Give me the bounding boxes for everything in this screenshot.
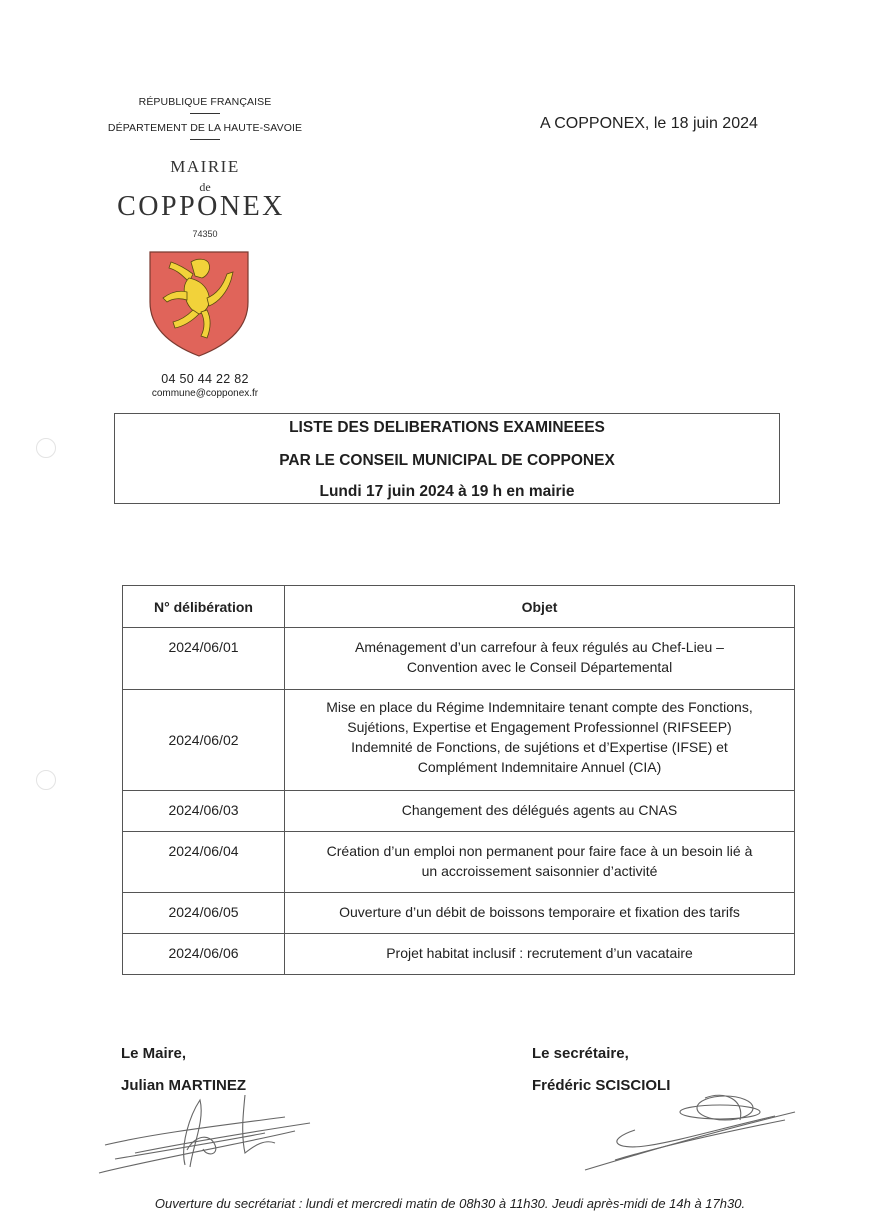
divider	[190, 113, 220, 114]
coat-of-arms-icon	[147, 250, 251, 358]
table-header-row	[123, 586, 795, 628]
email-address: commune@copponex.fr	[151, 388, 259, 399]
mayor-name: Julian MARTINEZ	[121, 1077, 247, 1094]
column-header-objet: Objet	[285, 586, 795, 628]
department-label: DÉPARTEMENT DE LA HAUTE-SAVOIE	[107, 122, 303, 134]
table-row	[123, 791, 795, 832]
table-row	[123, 690, 795, 791]
objet-line: Complément Indemnitaire Annuel (CIA)	[417, 759, 662, 775]
deliberation-objet	[285, 832, 795, 893]
title-line-3: Lundi 17 juin 2024 à 19 h en mairie	[319, 483, 575, 500]
deliberation-objet	[285, 934, 795, 975]
objet-line: Création d’un emploi non permanent pour faire face à un besoin lié à	[326, 843, 753, 859]
objet-line: Projet habitat inclusif : recrutement d’un vacataire	[386, 945, 693, 961]
mairie-label: MAIRIE	[170, 157, 240, 176]
title-box	[114, 413, 780, 504]
objet-line: Sujétions, Expertise et Engagement Professionnel (RIFSEEP)	[347, 719, 732, 735]
deliberation-number: 2024/06/01	[123, 628, 285, 690]
table-row	[123, 832, 795, 893]
title-line-1: LISTE DES DELIBERATIONS EXAMINEEES	[289, 419, 605, 436]
objet-line: Mise en place du Régime Indemnitaire tenant compte des Fonctions,	[326, 699, 753, 715]
deliberation-objet	[285, 893, 795, 934]
deliberation-objet	[285, 628, 795, 690]
table-row	[123, 893, 795, 934]
secretary-signature-icon	[575, 1090, 805, 1175]
column-header-number: N° délibération	[123, 586, 285, 628]
punch-hole-mark	[36, 438, 56, 458]
punch-hole-mark	[36, 770, 56, 790]
objet-line: Convention avec le Conseil Départemental	[406, 659, 673, 675]
table-row	[123, 934, 795, 975]
de-label: de	[199, 180, 211, 194]
mayor-signature-icon	[95, 1095, 325, 1175]
deliberation-number: 2024/06/05	[123, 893, 285, 934]
objet-line: Aménagement d’un carrefour à feux régulés au Chef-Lieu –	[355, 639, 724, 655]
deliberation-objet	[285, 690, 795, 791]
table-row	[123, 628, 795, 690]
deliberation-number: 2024/06/06	[123, 934, 285, 975]
deliberation-number: 2024/06/02	[123, 690, 285, 791]
deliberation-number: 2024/06/03	[123, 791, 285, 832]
objet-line: un accroissement saisonnier d’activité	[421, 863, 658, 879]
deliberation-number: 2024/06/04	[123, 832, 285, 893]
objet-line: Indemnité de Fonctions, de sujétions et d’Expertise (IFSE) et	[351, 739, 728, 755]
deliberations-table	[122, 585, 795, 975]
deliberation-objet	[285, 791, 795, 832]
objet-line: Ouverture d’un débit de boissons temporaire et fixation des tarifs	[339, 904, 740, 920]
commune-name: COPPONEX	[117, 191, 285, 222]
office-hours-footer: Ouverture du secrétariat : lundi et mercredi matin de 08h30 à 11h30. Jeudi après-midi de 14h à 17h30.	[154, 1196, 746, 1211]
secretary-name: Frédéric SCISCIOLI	[532, 1077, 671, 1094]
divider	[190, 139, 220, 140]
republic-label: RÉPUBLIQUE FRANÇAISE	[138, 96, 272, 108]
mayor-role: Le Maire,	[121, 1045, 187, 1062]
secretary-role: Le secrétaire,	[532, 1045, 629, 1062]
objet-line: Changement des délégués agents au CNAS	[401, 802, 678, 818]
title-line-2: PAR LE CONSEIL MUNICIPAL DE COPPONEX	[279, 452, 615, 469]
postal-code: 74350	[192, 229, 218, 239]
place-date: A COPPONEX, le 18 juin 2024	[540, 115, 758, 132]
phone-number: 04 50 44 22 82	[161, 372, 249, 386]
